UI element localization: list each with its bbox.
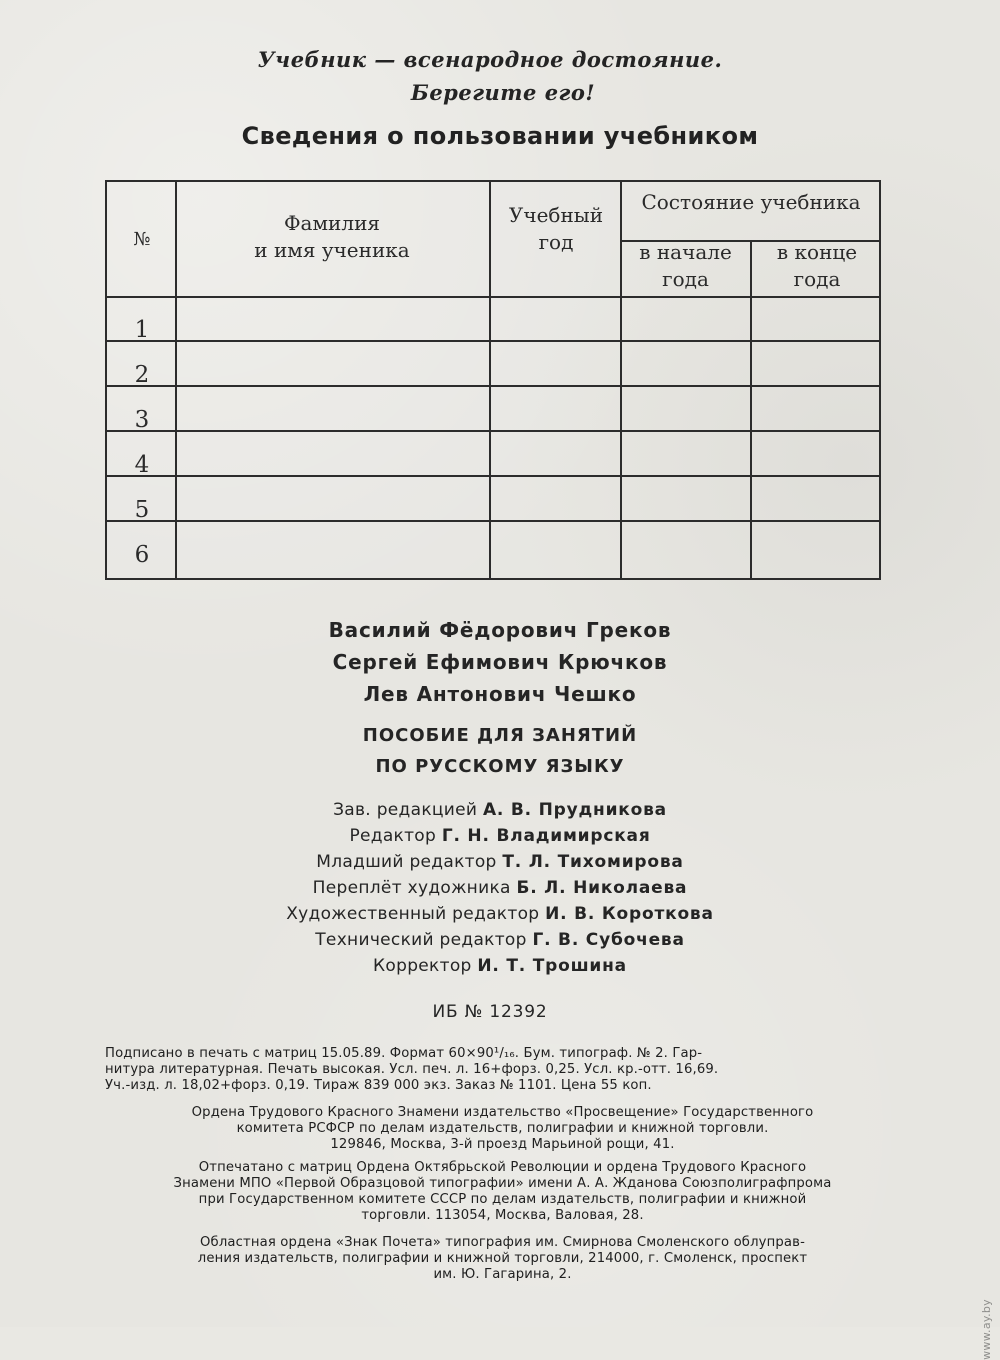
table-vertical-line [750,242,752,578]
academic-year-header [494,202,618,256]
credit-name: Б. Л. Николаева [516,878,688,898]
credit-role: Художественный редактор [286,904,540,924]
imprint-line: ления издательств, полиграфии и книжной торговли, 214000, г. Смоленск, проспект [197,1251,808,1266]
imprint-line: 129846, Москва, 3-й проезд Марьиной рощи, 41. [330,1137,675,1152]
credit-role: Младший редактор [316,852,497,872]
academic-year-header-line-1: Учебный [508,203,604,227]
imprint-line: Отпечатано с матриц Ордена Октябрьской Революции и ордена Трудового Красного [198,1160,807,1175]
table-row-number: 4 [134,452,150,478]
imprint-line: Ордена Трудового Красного Знамени издательство «Просвещение» Государственного [191,1105,814,1120]
imprint-line: Подписано в печать с матриц 15.05.89. Формат 60×90¹/₁₆. Бум. типограф. № 2. Гар- [105,1046,703,1061]
book-title-line-2: ПО РУССКОМУ ЯЗЫКУ [375,756,625,777]
motto-line-2: Берегите его! [410,80,596,105]
credit-name: И. В. Короткова [545,904,714,924]
textbook-usage-table [105,180,881,580]
start-of-year-header-line-1: в начале [639,240,732,264]
credit-row [0,901,1000,927]
author-name: Лев Антонович Чешко [363,682,637,706]
imprint-line: при Государственном комитете СССР по делам издательств, полиграфии и книжной [198,1192,807,1207]
credit-name: А. В. Прудникова [482,800,667,820]
student-header-line-1: Фамилия [283,211,381,235]
student-header [197,210,467,264]
credit-row [0,927,1000,953]
table-row-number: 5 [134,497,150,523]
imprint-line: нитура литературная. Печать высокая. Усл. печ. л. 16+форз. 0,25. Усл. кр.-отт. 16,69. [105,1062,719,1077]
table-horizontal-line [107,475,879,477]
imprint-line: торговли. 113054, Москва, Валовая, 28. [361,1208,644,1223]
regional-printing-block [105,1235,900,1283]
imprint-line: Знамени МПО «Первой Образцовой типографии» имени А. А. Жданова Союзполиграфпрома [173,1176,832,1191]
publisher-info-block [105,1105,900,1153]
table-row-number: 6 [134,542,150,568]
student-header-line-2: и имя ученика [254,238,410,262]
author-name: Сергей Ефимович Крючков [332,650,668,674]
table-horizontal-line [107,430,879,432]
credit-role: Зав. редакцией [333,800,478,820]
table-horizontal-line [107,296,879,298]
credit-row [0,953,1000,979]
editorial-credits [0,797,1000,979]
credit-role: Переплёт художника [312,878,511,898]
printed-by-block [105,1160,900,1224]
credit-name: И. Т. Трошина [477,956,627,976]
print-info-block [105,1046,900,1094]
table-horizontal-line [107,520,879,522]
book-title [0,720,1000,782]
author-list [0,618,1000,714]
credit-role: Технический редактор [315,930,527,950]
author-name: Василий Фёдорович Греков [328,618,672,642]
table-horizontal-line [107,385,879,387]
credit-row [0,797,1000,823]
imprint-line: Уч.-изд. л. 18,02+форз. 0,19. Тираж 839 000 экз. Заказ № 1101. Цена 55 коп. [105,1078,652,1093]
academic-year-header-line-2: год [538,230,574,254]
table-vertical-line [489,182,491,578]
credit-row [0,849,1000,875]
end-of-year-header-line-1: в конце [776,240,858,264]
credit-name: Г. В. Субочева [532,930,685,950]
motto-line-1: Учебник — всенародное достояние. [257,47,723,72]
watermark-text: www.ay.by [980,1299,993,1360]
credit-name: Г. Н. Владимирская [441,826,651,846]
usage-section-title: Сведения о пользовании учебником [241,122,759,150]
table-row-number: 2 [134,362,150,388]
ib-number: ИБ № 12392 [432,1002,548,1022]
start-of-year-header [623,239,748,293]
start-of-year-header-line-2: года [662,267,709,291]
credit-row [0,875,1000,901]
table-row-number: 1 [134,317,150,343]
credit-name: Т. Л. Тихомирова [502,852,684,872]
credit-role: Редактор [349,826,437,846]
table-horizontal-line [107,340,879,342]
textbook-condition-header: Состояние учебника [641,190,861,214]
credit-row [0,823,1000,849]
end-of-year-header-line-2: года [793,267,841,291]
imprint-line: им. Ю. Гагарина, 2. [433,1267,572,1282]
imprint-line: Областная ордена «Знак Почета» типография им. Смирнова Смоленского облуправ- [200,1235,805,1250]
book-title-line-1: ПОСОБИЕ ДЛЯ ЗАНЯТИЙ [362,725,638,746]
end-of-year-header [753,239,881,293]
imprint-line: комитета РСФСР по делам издательств, полиграфии и книжной торговли. [236,1121,769,1136]
number-header: № [133,229,151,250]
table-row-number: 3 [134,407,150,433]
credit-role: Корректор [373,956,472,976]
